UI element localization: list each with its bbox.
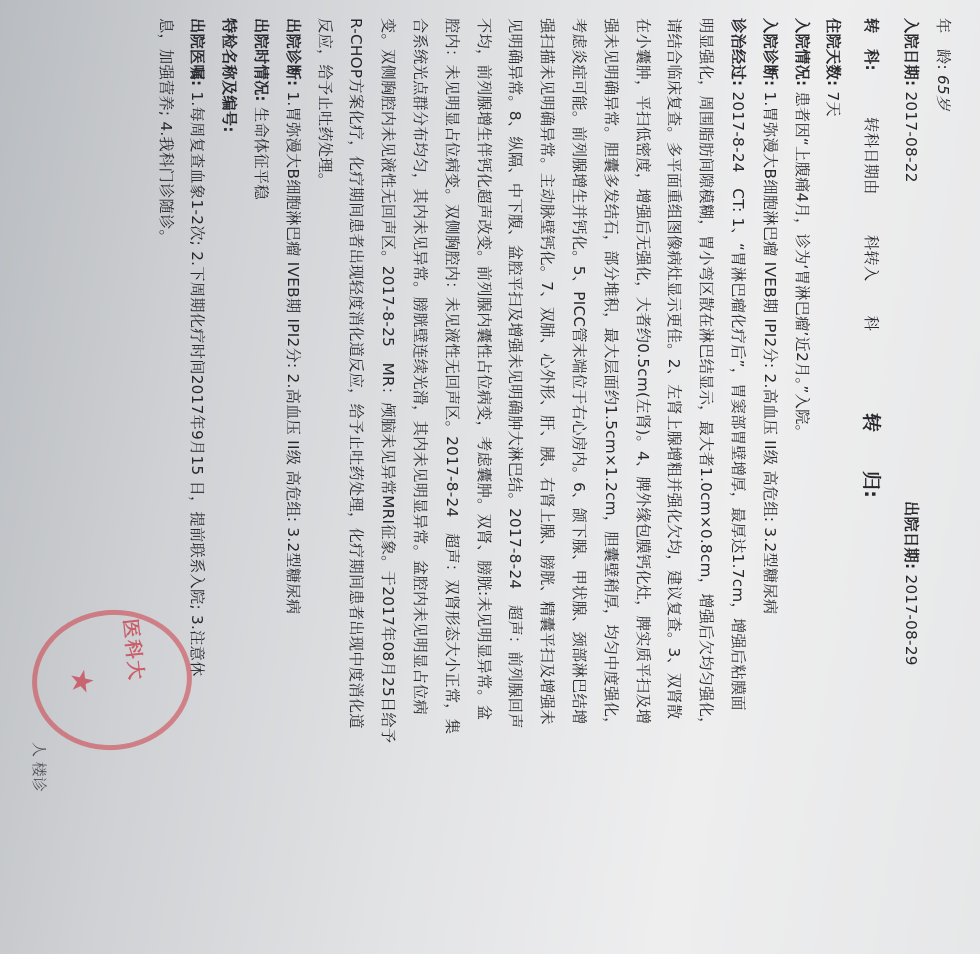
dept-suffix: 科 [862, 315, 881, 332]
discharge-diagnosis-text: 1.胃弥漫大B细胞淋巴瘤 IVEB期 IPI2分: 2.高血压 II级 高危组: 3.2型糖尿病 [283, 91, 302, 615]
discharge-diagnosis-label: 出院诊断: [283, 18, 302, 87]
date-row [894, 18, 926, 940]
admission-date-value: 2017-08-22 [902, 91, 921, 183]
treatment-line: 2017-8-24 CT: 1、“胃淋巴瘤化疗后”，胃窦部胃壁增厚，最厚达1.7cm，增强后粘膜面 [729, 91, 748, 711]
transfer-heading: 转 归: [860, 413, 883, 499]
treatment-line: 合系统光点群分布均匀，其内未见异常。膀胱壁连续光滑，其内未见明显异常。盆腔内未见明显占位病 [411, 18, 430, 715]
discharge-diagnosis-row [276, 18, 308, 940]
admission-condition-label: 入院情况: [792, 18, 811, 87]
admission-diagnosis-text: 1.胃弥漫大B细胞淋巴瘤 IVEB期 IPI2分: 2.高血压 II级 高危组: 3.2型糖尿病 [760, 91, 779, 615]
age-label: 年 龄: [934, 18, 952, 70]
treatment-line: 反应，给予止吐药处理。 [315, 18, 334, 189]
discharge-date-value: 2017-08-29 [902, 574, 921, 666]
discharge-orders-label: 出院医嘱: [188, 18, 207, 87]
stay-days-label: 住院天数: [824, 18, 843, 87]
discharge-orders-row [181, 18, 213, 940]
admission-condition-row [785, 18, 817, 940]
stay-days-row [817, 18, 849, 940]
treatment-line: 腔内：未见明显占位病变。双侧胸腔内：未见液性无回声区。2017-8-24 超声：双肾形态大小正常，集 [442, 18, 461, 735]
seal-tail-text: 人 楼诊 [30, 742, 48, 792]
transfer-date-text: 转科日期由 [862, 117, 881, 195]
age-value: 65岁 [934, 75, 952, 111]
age-row [926, 18, 958, 940]
special-exam-label: 特检名称及编号: [220, 18, 239, 133]
stay-days-value: 7天 [824, 91, 843, 117]
discharge-orders-line1: 1.每周复查血象1-2次; 2.下周期化疗时间2017年9月15 日，提前联系入院; 3.注意休 [188, 91, 207, 677]
treatment-line: 见明确异常。8、纵隔、中下腹、盆腔平扫及增强未见明确肿大淋巴结。2017-8-24 超声：前列腺回声 [506, 18, 525, 729]
treatment-line: 在小囊肿，平扫低密度，增强后无强化，大者约0.5cm(左肾)。4、脾外缘包膜钙化灶，脾实质平扫及增 [633, 18, 652, 725]
transfer-row [848, 18, 894, 940]
treatment-line: 不均，前列腺增生伴钙化超声改变。前列腺内囊性占位病变，考虑囊肿。双肾、膀胱:未见明显异常。盆 [474, 18, 493, 721]
admission-condition-text: 患者因“上腹痛4月，诊为‘胃淋巴瘤’近2月。”入院。 [792, 91, 811, 441]
discharge-condition-row [244, 18, 276, 940]
treatment-line: 变。双侧胸腔内未见液性无回声区。2017-8-25 MR：颅脑未见异常MRI征象。于2017年08月25日给予 [379, 18, 398, 744]
discharge-record [20, 18, 958, 940]
admission-date-label: 入院日期: [902, 18, 921, 87]
treatment-line: R-CHOP方案化疗，化疗期间患者出现轻度消化道反应，给予止吐药处理，化疗期间患者出现中度消化道 [347, 18, 366, 729]
discharge-orders-line2: 息，加强营养; 4.我科门诊随诊。 [156, 18, 175, 245]
treatment-line: 强扫描未见明确异常。主动脉壁钙化。7、双肺、心外形、肝、胰、右肾上腺、膀胱、精囊平扫及增强未 [538, 18, 557, 725]
treatment-line: 强未见明确异常。胆囊多发结石，部分堆积，最大层面约1.5cm×1.2cm，胆囊壁稍厚，均匀中度强化， [601, 18, 620, 733]
treatment-line: 请结合临床复查。多平面重组图像病灶显示更佳。2、左肾上腺增粗并强化欠均，建议复查。3、双肾散 [665, 18, 684, 720]
transfer-in-text: 科转入 [862, 234, 881, 282]
admission-diagnosis-row [753, 18, 785, 940]
seal-star-icon: ★ [62, 666, 101, 697]
special-exam-row [212, 18, 244, 940]
discharge-date-label: 出院日期: [902, 501, 921, 570]
seal-text: 医科大 [118, 617, 148, 683]
discharge-condition-label: 出院时情况: [252, 18, 271, 102]
treatment-line: 考虑炎症可能。前列腺增生并钙化。5、PICC管末端位于右心房内。6、颌下腺、甲状腺、颈部淋巴结增 [570, 18, 589, 725]
treatment-course-row [721, 18, 753, 940]
treatment-line: 明显强化，周围脂肪间隙模糊，胃小弯区散在淋巴结显示，最大者1.0cm×0.8cm，增强后欠均匀强化， [697, 18, 716, 733]
discharge-condition-value: 生命体征平稳 [252, 106, 271, 200]
department-label: 转 科: [862, 18, 881, 71]
treatment-course-label: 诊治经过: [729, 18, 748, 87]
admission-diagnosis-label: 入院诊断: [760, 18, 779, 87]
